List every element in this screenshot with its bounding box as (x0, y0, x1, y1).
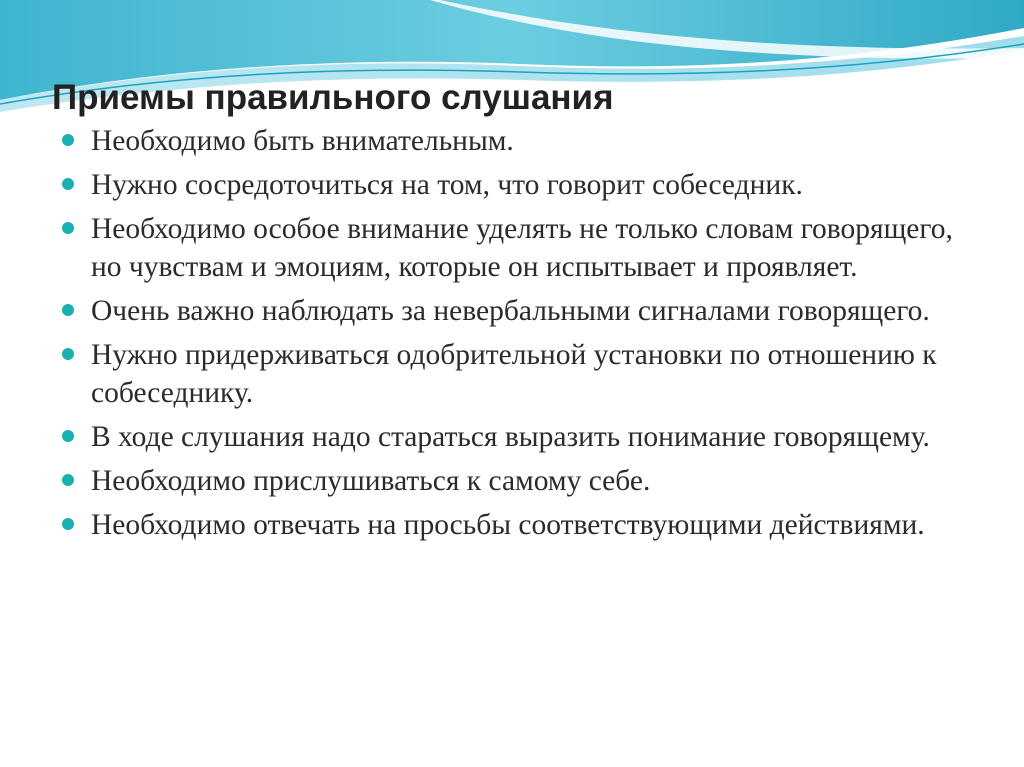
bullet-text: Необходимо быть внимательным. (91, 125, 514, 157)
bullet-item (62, 122, 962, 160)
bullet-dot-icon (62, 222, 74, 234)
bullet-dot-icon (62, 304, 74, 316)
bullet-dot-icon (62, 348, 74, 360)
bullet-dot-icon (62, 134, 74, 146)
bullet-dot-icon (62, 518, 74, 530)
bullet-text: Необходимо прислушиваться к самому себе. (91, 465, 651, 497)
bullet-list (62, 122, 962, 550)
bullet-text: В ходе слушания надо стараться выразить понимание говорящему. (91, 421, 930, 453)
bullet-text: Нужно сосредоточиться на том, что говорит собеседник. (91, 169, 803, 201)
bullet-item (62, 292, 962, 330)
bullet-text: Необходимо особое внимание уделять не только словам говорящего, но чувствам и эмоциям, которые он испытывает и проявляет. (91, 213, 953, 283)
bullet-dot-icon (62, 178, 74, 190)
bullet-text: Нужно придерживаться одобрительной установки по отношению к собеседнику. (91, 339, 937, 409)
bullet-item (62, 506, 962, 544)
bullet-text: Необходимо отвечать на просьбы соответствующими действиями. (91, 509, 925, 541)
bullet-text: Очень важно наблюдать за невербальными сигналами говорящего. (91, 295, 930, 327)
bullet-item (62, 462, 962, 500)
bullet-item (62, 210, 962, 286)
bullet-item (62, 418, 962, 456)
bullet-dot-icon (62, 474, 74, 486)
bullet-item (62, 166, 962, 204)
bullet-dot-icon (62, 430, 74, 442)
slide-title: Приемы правильного слушания (52, 78, 614, 117)
bullet-item (62, 336, 962, 412)
